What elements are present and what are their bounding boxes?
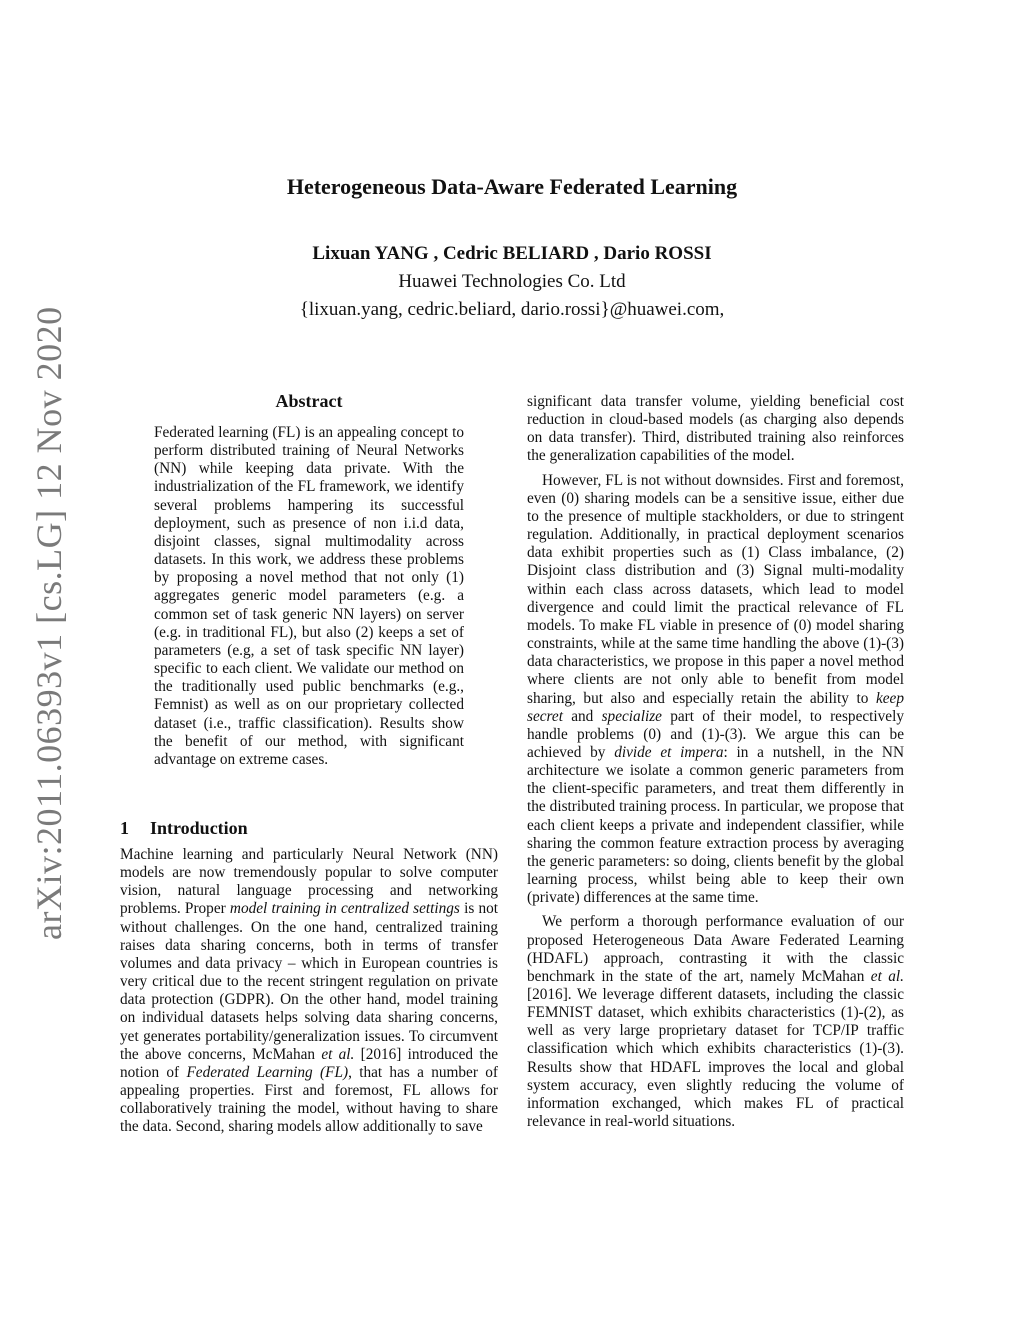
section-heading-introduction bbox=[120, 818, 248, 839]
right-column bbox=[527, 393, 904, 1137]
emphasis-run: Federated Learning (FL) bbox=[186, 1063, 349, 1081]
emphasis-run: keep secret bbox=[527, 689, 904, 725]
text-run: [2016]. We leverage different datasets, including the classic FEMNIST dataset, which exhibits characteristics (1)-(2), as well as very large proprietary dataset for TCP/IP traffic classification which which exhibits characteristics (1)-(3). Results show that HDAFL improves the local and global system accuracy, even slightly reducing the volume of information exchanged, which makes FL of practical relevance in real-world situations. bbox=[527, 986, 904, 1131]
introduction-paragraph-2 bbox=[527, 472, 904, 908]
text-run: , that has a number of appealing properties. First and foremost, FL allows for collaboratively training the model, without having to share the data. Second, sharing models allow additionally to save bbox=[120, 1063, 498, 1136]
author-block bbox=[0, 240, 1024, 324]
emphasis-run: divide et impera bbox=[614, 743, 724, 761]
emphasis-run: model training in centralized settings bbox=[229, 900, 460, 918]
introduction-paragraph-1-continued: significant data transfer volume, yielding beneficial cost reduction in cloud-based models (as charging also depends on data transfer). Third, distributed training also reinforces the generalization capabilities of the model. bbox=[527, 393, 904, 465]
text-run: [2016] introduced the notion of bbox=[120, 1045, 499, 1081]
author-emails: {lixuan.yang, cedric.beliard, dario.rossi}@huawei.com, bbox=[299, 299, 725, 320]
introduction-paragraph-1 bbox=[120, 846, 498, 1137]
abstract-heading: Abstract bbox=[275, 391, 343, 411]
text-run: part of their model, to respectively handle problems (0) and (1)-(3). We argue this can be achieved by bbox=[527, 707, 904, 761]
emphasis-run: et al. bbox=[321, 1045, 355, 1063]
text-run: : in a nutshell, in the NN architecture we isolate a common generic parameters from the client-specific parameters, and treat them differently in the distributed training process. In particular, we propose that each client keeps a private and independent classifier, while sharing the common feature extraction process by averaging the generic parameters: so doing, clients benefit by the global learning process, whilst being able to keep their own (private) differences at the same time. bbox=[527, 743, 904, 907]
section-number: 1 bbox=[120, 818, 129, 838]
text-run: and bbox=[562, 707, 602, 725]
emphasis-run: et al. bbox=[870, 967, 904, 985]
text-run: is not without challenges. On the one hand, centralized training raises data sharing concerns, both in terms of transfer volumes and data privacy – which in European countries is very critical due to the recent stringent regulation on private data protection (GDPR). On the other hand, model training on individual datasets helps solving data sharing concerns, yet generates portability/generalization issues. To circumvent the above concerns, McMahan bbox=[120, 900, 498, 1063]
arxiv-identifier: arXiv:2011.06393v1 [cs.LG] 12 Nov 2020 bbox=[29, 306, 69, 940]
abstract-text: Federated learning (FL) is an appealing concept to perform distributed training of Neural Networks (NN) while keeping data private. With the industrialization of the FL framework, we identify several problems hampering its successful deployment, such as presence of non i.i.d data, disjoint classes, signal multimodality across datasets. In this work, we address these problems by proposing a novel method that not only (1) aggregates generic model parameters (e.g. a common set of task generic NN layers) on server (e.g. in traditional FL), but also (2) keeps a set of parameters (e.g, a set of task specific NN layer) specific to each client. We validate our method on the traditionally used public benchmarks (e.g., Femnist) as well as on our proprietary collected dataset (i.e., traffic classification). Results show the benefit of our method, with significant advantage on extreme cases. bbox=[154, 424, 464, 768]
text-run: However, FL is not without downsides. First and foremost, even (0) sharing models can be a sensitive issue, either due to the presence of multiple stackholders, or due to stringent regulation. Additionally, in practical deployment scenarios data exhibit properties such as (1) Class imbalance, (2) Disjoint class distribution and (3) Signal multi-modality within each class across datasets, which lead to model divergence and could limit the practical relevance of FL models. To make FL viable in presence of (0) model sharing constraints, while at the same time handling the above (1)-(3) data characteristics, we propose in this paper a novel method where clients are not only able to benefit from model sharing, but also and especially retain the ability to bbox=[527, 471, 904, 707]
emphasis-run: specialize bbox=[601, 707, 662, 725]
introduction-paragraph-3 bbox=[527, 913, 904, 1131]
paper-title: Heterogeneous Data-Aware Federated Learning bbox=[286, 174, 738, 199]
text-run: Machine learning and particularly Neural Network (NN) models are now tremendously popular to solve computer vision, natural language processing and networking problems. Proper bbox=[120, 846, 498, 918]
text-run: We perform a thorough performance evaluation of our proposed Heterogeneous Data Aware Federated Learning (HDAFL) approach, contrasting it with the classic benchmark in the state of the art, namely McMahan bbox=[527, 913, 904, 985]
section-title: Introduction bbox=[150, 818, 248, 838]
affiliation: Huawei Technologies Co. Ltd bbox=[398, 271, 626, 292]
author-names: Lixuan YANG , Cedric BELIARD , Dario ROSSI bbox=[312, 243, 712, 264]
